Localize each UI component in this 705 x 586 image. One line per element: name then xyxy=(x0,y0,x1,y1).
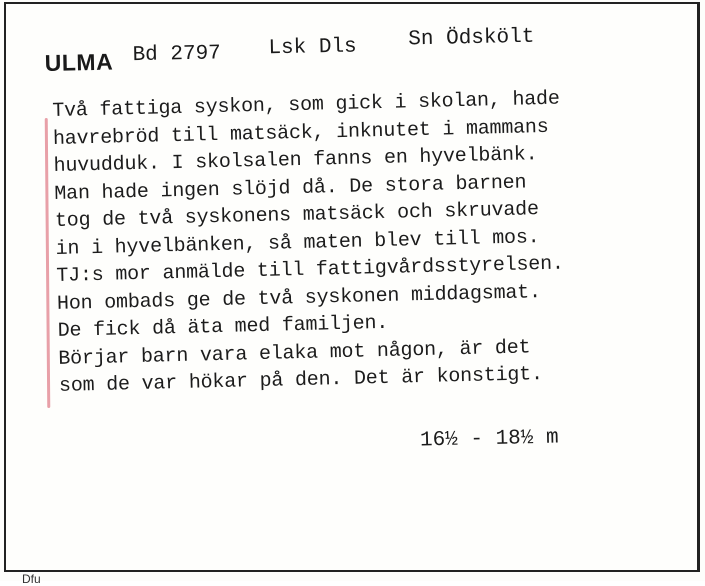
landskap-label: Lsk Dls xyxy=(268,35,357,61)
text-line: som de var hökar på den. Det är konstigt. xyxy=(58,363,544,398)
text-line: Man hade ingen slöjd då. De stora barnen xyxy=(54,170,527,206)
socken-label: Sn Ödskölt xyxy=(408,25,535,52)
corner-mark: Dfu xyxy=(22,572,41,586)
text-line: tog de två syskonens matsäck och skruvade xyxy=(54,198,540,233)
archive-number: Bd 2797 xyxy=(132,42,222,68)
text-line: huvudduk. I skolsalen fanns en hyvelbänk. xyxy=(53,143,538,178)
text-line: Hon ombads ge de två syskonen middagsmat. xyxy=(56,280,542,316)
informant-age-range: 16½ - 18½ m xyxy=(419,426,559,453)
text-line: in i hyvelbänken, så maten blev till mos. xyxy=(55,225,540,261)
text-line: TJ:s mor anmälde till fattigvårdsstyrelsen. xyxy=(56,252,564,288)
text-line: Två fattiga syskon, som gick i skolan, hade xyxy=(52,87,560,123)
text-line: Börjar barn vara elaka mot någon, är det xyxy=(58,335,531,371)
collection-stamp: ULMA xyxy=(44,48,114,76)
text-line: havrebröd till matsäck, inknutet i mammans xyxy=(52,115,549,151)
card-body-text xyxy=(52,83,679,401)
text-line: De fick då äta med familjen. xyxy=(57,311,389,343)
